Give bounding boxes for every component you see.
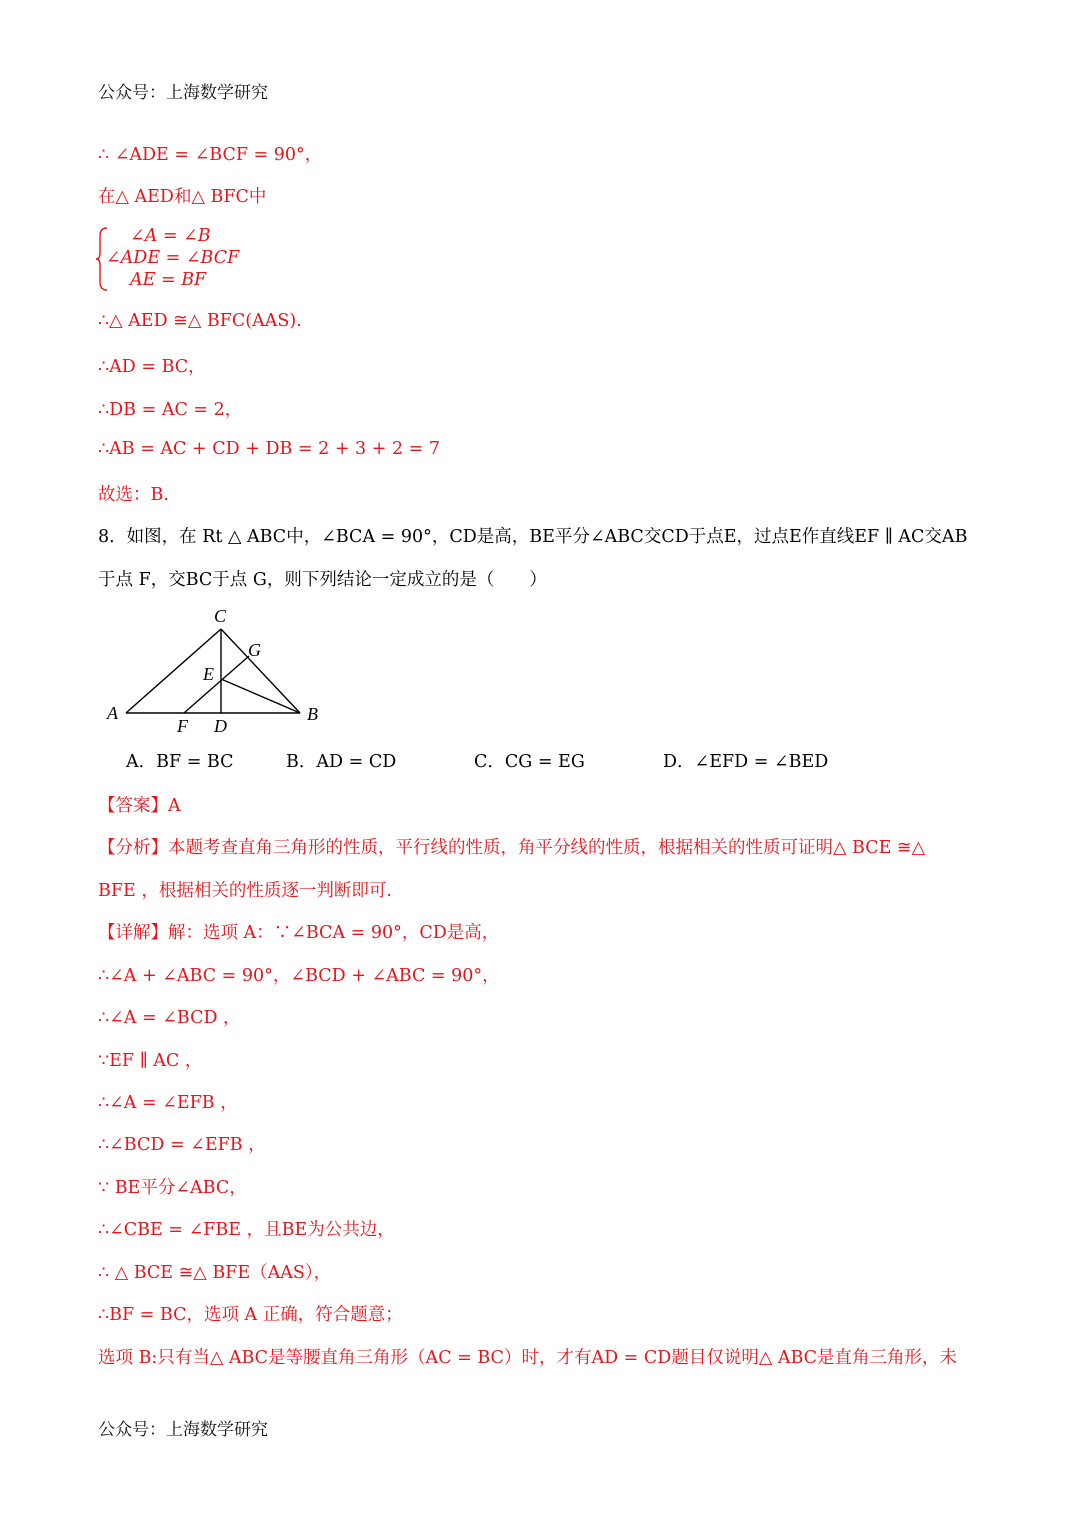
solution-line: ∴∠BCD = ∠EFB ，: [98, 1135, 266, 1155]
solution-line: ∴ △ BCE ≅△ BFE（AAS），: [98, 1263, 332, 1283]
question-line: 8．如图，在 Rt △ ABC中，∠BCA = 90°，CD是高，BE平分∠ABC交CD于点E，过点E作直线EF ∥ AC交AB: [98, 527, 968, 547]
segment-be: [221, 679, 300, 713]
label-e: E: [203, 664, 214, 684]
solution-line: ∵EF ∥ AC ，: [98, 1051, 203, 1071]
option-a: A．BF = BC: [126, 752, 234, 772]
option-d: D．∠EFD = ∠BED: [663, 752, 829, 772]
label-f: F: [177, 716, 188, 736]
proof-line: 故选：B.: [98, 485, 169, 505]
solution-line: ∴∠CBE = ∠FBE ，且BE为公共边，: [98, 1220, 395, 1240]
page-footer: 公众号：上海数学研究: [98, 1420, 268, 1440]
solution-line: 选项 B:只有当△ ABC是等腰直角三角形（AC = BC）时，才有AD = CD题目仅说明△ ABC是直角三角形，未: [98, 1348, 958, 1368]
proof-line: ∴ ∠ADE = ∠BCF = 90°，: [98, 145, 323, 165]
proof-line: ∴DB = AC = 2，: [98, 400, 243, 420]
label-d: D: [214, 716, 227, 736]
geometry-figure: [100, 600, 340, 740]
question-line: 于点 F，交BC于点 G，则下列结论一定成立的是（ ）: [98, 570, 547, 590]
brace-row: AE = BF: [130, 270, 207, 290]
page-header: 公众号：上海数学研究: [98, 83, 268, 103]
solution-line: ∴∠A = ∠EFB ，: [98, 1093, 238, 1113]
analysis-line: BFE ，根据相关的性质逐一判断即可.: [98, 881, 392, 901]
brace-row: ∠ADE = ∠BCF: [106, 248, 240, 268]
option-b: B．AD = CD: [286, 752, 397, 772]
answer-line: 【答案】A: [98, 796, 181, 816]
solution-line: ∵ BE平分∠ABC，: [98, 1178, 247, 1198]
label-b: B: [307, 704, 318, 724]
option-c: C．CG = EG: [474, 752, 585, 772]
congruence-system: [96, 226, 316, 292]
proof-line: 在△ AED和△ BFC中: [98, 187, 267, 207]
solution-line: ∴∠A = ∠BCD ，: [98, 1008, 241, 1028]
proof-line: ∴AD = BC，: [98, 357, 206, 377]
solution-line: ∴∠A + ∠ABC = 90°，∠BCD + ∠ABC = 90°，: [98, 966, 500, 986]
segment-fg: [184, 656, 249, 713]
solution-line: ∴BF = BC，选项 A 正确，符合题意；: [98, 1305, 403, 1325]
proof-line: ∴AB = AC + CD + DB = 2 + 3 + 2 = 7: [98, 439, 441, 459]
label-g: G: [248, 640, 261, 660]
label-c: C: [214, 606, 227, 626]
brace-row: ∠A = ∠B: [130, 226, 211, 246]
proof-line: ∴△ AED ≅△ BFC(AAS).: [98, 311, 302, 331]
analysis-line: 【分析】本题考查直角三角形的性质，平行线的性质，角平分线的性质，根据相关的性质可证明△ BCE ≅△: [98, 838, 926, 858]
label-a: A: [107, 703, 118, 723]
solution-line: 【详解】解：选项 A：∵∠BCA = 90°，CD是高，: [98, 923, 500, 943]
